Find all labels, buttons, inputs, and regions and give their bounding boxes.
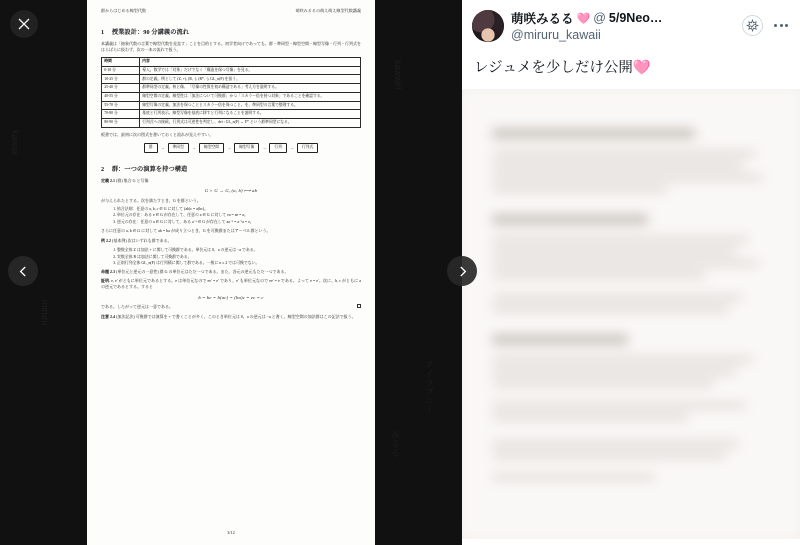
cell-content: 線型空間の定義。線型性は「加法について可換群」かつ「スカラー倍を持つ対象」であることを確認する。 <box>140 92 361 101</box>
proposition-text: (単位元と逆元の一意性) 群 G の単位元はただ一つである。また、各元の逆元もただ一つである。 <box>116 269 289 275</box>
dot <box>774 24 777 27</box>
avatar[interactable] <box>472 10 504 42</box>
page-number: 3/12 <box>227 530 235 535</box>
section-2-title: 群：一つの演算を持つ構造 <box>111 165 188 173</box>
post-header <box>462 0 800 49</box>
flow-chip: 線型空間 <box>199 143 224 153</box>
section-1-title: 授業設計：90 分講義の流れ <box>111 28 190 36</box>
table-row <box>102 118 361 127</box>
cell-content: 基底と行列表示。線型写像を基底に移すと行列になることを説明する。 <box>140 110 361 119</box>
verify-badge-button[interactable] <box>742 15 763 36</box>
cell-time: 70-80 分 <box>102 110 140 119</box>
example-2-2 <box>101 238 361 244</box>
viewer-backdrop-left: kawaii miruru <box>0 0 87 545</box>
close-button[interactable] <box>10 10 38 38</box>
flow-arrow-icon: → <box>262 145 267 151</box>
proposition-label: 命題 2.3 <box>101 269 115 275</box>
flow-arrow-icon: → <box>191 145 196 151</box>
table-row <box>102 101 361 110</box>
example-head: (基本例) 次はいずれも群である。 <box>112 238 172 244</box>
document-running-head <box>101 8 361 16</box>
flow-chip: 行列 <box>269 143 287 153</box>
table-row <box>102 75 361 84</box>
definition-2-1 <box>101 178 361 184</box>
definition-label: 定義 2.1 <box>101 177 115 183</box>
cell-content: 導入。数学では「対象」だけでなく「構造を保つ写像」を見る。 <box>140 66 361 75</box>
table-row <box>102 110 361 119</box>
schedule-table <box>101 57 361 128</box>
proof-tail-text: である。したがって逆元は一意である。 <box>101 303 173 309</box>
post-media-attachment[interactable] <box>462 89 800 539</box>
previous-page-button[interactable] <box>8 256 38 286</box>
flow-chip: 群 <box>144 143 158 153</box>
section-1-intro: 本講義は「抽象代数の言葉で線型代数を見直す」ことを目的とする。初学者向けであっても、群・準同型・線型空間・線型写像・行列・行列式をはらばらに扱わず、次の一本の流れで扱う。 <box>101 40 361 52</box>
remark-label: 注意 2.4 <box>101 313 115 319</box>
list-item: 2. 実数全体 R は加法に関して可換群である。 <box>117 254 361 260</box>
proof-conclusion <box>101 304 361 310</box>
table-row <box>102 66 361 75</box>
name-separator: @ <box>593 11 606 25</box>
post-header-actions <box>738 15 790 36</box>
table-header-row <box>102 58 361 67</box>
sparkle-check-icon <box>746 19 759 32</box>
proof-text: e, e′ がともに単位元であるとする。e は単位元なので ee′ = e′ であり、e′ も単位元なので ee′ = e である。よって e = e′。次に、b, c がともに a の逆元であるとする。すると <box>101 278 362 290</box>
chevron-right-icon <box>462 266 468 277</box>
flow-chip: 準同型 <box>168 143 189 153</box>
running-head-left: 群からはじめる線型代数 <box>101 8 147 13</box>
section-2-heading <box>101 164 361 173</box>
cell-content: 行列式への接続。行列式は可逆性を判定し、det : GL_n(F) → F* という群準同型になる。 <box>140 118 361 127</box>
examples-list <box>117 247 361 266</box>
concept-flow-diagram <box>101 143 361 153</box>
social-post-panel <box>462 0 800 545</box>
column-header-content: 内容 <box>140 58 361 67</box>
list-item: 1. 結合法則：任意の a, b, c ∈ G に対して (ab)c = a(bc)。 <box>117 206 361 212</box>
abelian-note: さらに任意の a, b ∈ G に対して ab = ba が成り立つとき、G を可換群またはアーベル群という。 <box>101 227 271 233</box>
close-icon <box>18 18 30 30</box>
flow-arrow-icon: → <box>289 145 294 151</box>
flow-chip: 行列式 <box>297 143 318 153</box>
avatar-image <box>472 10 504 42</box>
cell-time: 10-25 分 <box>102 75 140 84</box>
definition-tail: が与えられたとする。次を満たすとき、G を群という。 <box>101 197 201 203</box>
section-2-number: 2 <box>101 165 105 173</box>
heart-icon: 🩷 <box>576 12 591 25</box>
proof-body <box>101 278 361 290</box>
dot <box>785 24 788 27</box>
list-item: 1. 整数全体 Z は加法 + に関して可換群である。単位元は 0、a の逆元は −a である。 <box>117 247 361 253</box>
post-text: レジュメを少しだけ公開🩷 <box>474 60 651 76</box>
qed-box-icon <box>357 304 361 308</box>
proof-formula: b = be = b(ac) = (ba)c = ec = c <box>198 294 264 300</box>
more-options-button[interactable] <box>772 20 790 31</box>
author-display-name: 萌咲みるる <box>511 12 574 26</box>
section-1-closing: 板書では、最初に次の図式を書いておくと流れが見えやすい。 <box>101 131 213 137</box>
remark-text: (加法記法) 可換群では演算を + で書くことが多く、このとき単位元は 0、a の逆元は −a と書く。線型空間の加法群はこの記法で扱う。 <box>116 313 356 319</box>
proof-label: 証明. <box>101 278 111 284</box>
viewer-backdrop-right: kawaii!! アイラブユー みるる <box>375 0 462 545</box>
dot <box>780 24 783 27</box>
table-row <box>102 84 361 93</box>
flow-arrow-icon: → <box>160 145 165 151</box>
definition-formula: G × G → G, (a, b) ⟼ ab <box>204 187 258 193</box>
cell-time: 55-70 分 <box>102 101 140 110</box>
post-author <box>511 9 731 42</box>
group-axioms-list <box>117 206 361 225</box>
list-item: 3. 正則行列全体 GL_n(F) は行列積に関して群である。一般に n ≥ 2 では可換でない。 <box>117 260 361 266</box>
remark-2-4 <box>101 314 361 320</box>
cell-content: 群準同型の定義。核と像、「写像の性質を初め構造である」考え方を説明する。 <box>140 84 361 93</box>
section-1-number: 1 <box>101 28 105 36</box>
cell-content: 線型写像の定義。加法を保つこととスカラー倍を保つこと。を、準同型の言葉で整理する。 <box>140 101 361 110</box>
table-row <box>102 92 361 101</box>
running-head-right: 萌咲みるるの萌え萌え線型代数講義 <box>295 8 361 13</box>
blurred-document-preview <box>462 89 800 539</box>
flow-chip: 線型写像 <box>234 143 259 153</box>
cell-time: 0-10 分 <box>102 66 140 75</box>
chevron-left-icon <box>18 266 29 277</box>
author-display-name-row[interactable] <box>511 9 731 27</box>
list-item: 2. 単位元の存在：ある e ∈ G が存在して、任意の a ∈ G に対して ea = ae = a。 <box>117 212 361 218</box>
cell-content: 群の定義。例として (Z, +), (R, ·), (R*, ·), GL_n(F) を扱う。 <box>140 75 361 84</box>
example-label: 例 2.2 <box>101 238 111 244</box>
cell-time: 25-40 分 <box>102 84 140 93</box>
list-item: 3. 逆元の存在：任意の a ∈ G に対して、ある a⁻¹ ∈ G が存在して aa⁻¹ = a⁻¹a = e。 <box>117 219 361 225</box>
proposition-2-3 <box>101 269 361 275</box>
author-handle[interactable]: @miruru_kawaii <box>511 28 601 42</box>
cell-time: 40-55 分 <box>102 92 140 101</box>
author-name-suffix: 5/9Neo… <box>608 11 663 25</box>
document-page <box>87 0 375 545</box>
column-header-time: 時間 <box>102 58 140 67</box>
definition-head: (群) 集合 G と写像 <box>116 177 149 183</box>
flow-arrow-icon: → <box>227 145 232 151</box>
cell-time: 80-90 分 <box>102 118 140 127</box>
section-1-heading <box>101 27 361 36</box>
